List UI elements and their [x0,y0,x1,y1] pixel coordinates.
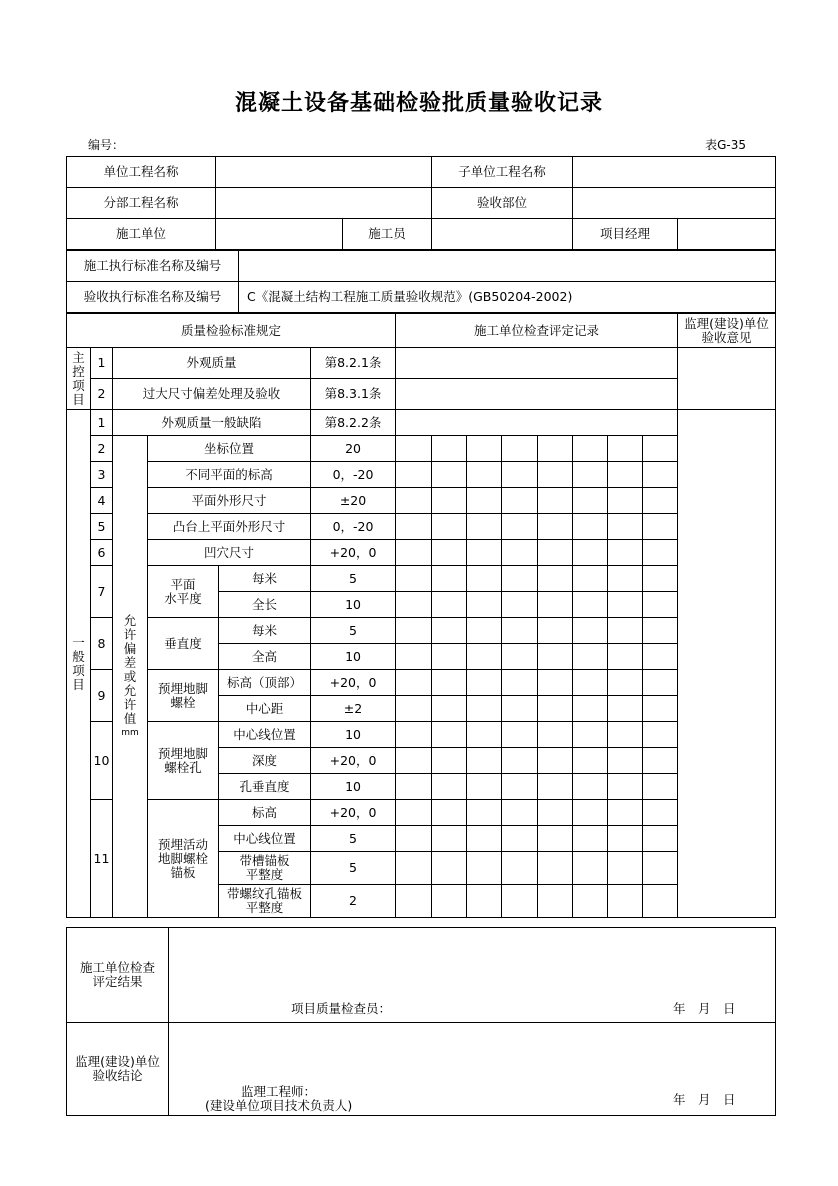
check-cell[interactable] [608,644,643,670]
item-number: 11 [91,800,113,918]
check-cell[interactable] [432,722,467,748]
check-cell[interactable] [467,852,502,885]
general-row [67,488,776,514]
check-cell[interactable] [538,514,573,540]
item-standard: 10 [311,644,396,670]
check-cell[interactable] [432,885,467,918]
general-row [67,462,776,488]
construction-result-label [67,928,169,1023]
check-cell[interactable] [502,722,538,748]
check-cell[interactable] [538,436,573,462]
check-cell[interactable] [573,436,608,462]
check-cell[interactable] [573,722,608,748]
check-cell[interactable] [643,514,678,540]
general-row [67,514,776,540]
item-name: 全长 [219,592,311,618]
check-cell[interactable] [396,722,432,748]
item-number: 7 [91,566,113,618]
check-cell[interactable] [608,852,643,885]
item-standard: +20，0 [311,540,396,566]
check-cell[interactable] [432,852,467,885]
check-cell[interactable] [608,436,643,462]
item-name: 深度 [219,748,311,774]
check-cell[interactable] [538,722,573,748]
item-name: 标高 [219,800,311,826]
check-cell[interactable] [396,592,432,618]
supervision-conclusion-text: 监理(建设)单位验收结论 [75,1054,160,1083]
check-cell[interactable] [467,488,502,514]
check-cell[interactable] [432,696,467,722]
item-group: 平面 水平度 [148,566,219,618]
exec-standard-field[interactable] [239,251,776,282]
item-group: 预埋活动 地脚螺栓 锚板 [148,800,219,918]
item-standard: 0，-20 [311,462,396,488]
check-cell[interactable] [538,566,573,592]
check-cell[interactable] [608,826,643,852]
check-cell[interactable] [502,514,538,540]
check-cell[interactable] [502,748,538,774]
check-cell[interactable] [396,488,432,514]
check-cell[interactable] [502,800,538,826]
record-cell[interactable] [396,348,678,379]
check-cell[interactable] [573,696,608,722]
check-cell[interactable] [608,800,643,826]
check-cell[interactable] [432,748,467,774]
record-cell[interactable] [396,379,678,410]
check-cell[interactable] [538,800,573,826]
item-name: 过大尺寸偏差处理及验收 [113,379,311,410]
unit-project-field[interactable] [216,157,432,188]
item-name: 带螺纹孔锚板 平整度 [219,885,311,918]
constructor-field[interactable] [432,219,573,250]
check-cell[interactable] [538,670,573,696]
check-cell[interactable] [643,592,678,618]
check-cell[interactable] [467,592,502,618]
check-cell[interactable] [432,644,467,670]
check-cell[interactable] [396,618,432,644]
check-cell[interactable] [608,748,643,774]
check-cell[interactable] [396,436,432,462]
check-cell[interactable] [573,618,608,644]
item-number: 1 [91,410,113,436]
item-number: 6 [91,540,113,566]
inspector-date: 年 月 日 [673,1001,736,1016]
general-row [67,410,776,436]
check-cell[interactable] [396,748,432,774]
check-cell[interactable] [432,462,467,488]
check-cell[interactable] [643,748,678,774]
deviation-label: 允许偏差或允许值 [123,612,137,726]
record-header: 施工单位检查评定记录 [396,314,678,348]
item-name: 每米 [219,566,311,592]
item-number: 2 [91,436,113,462]
page-title: 混凝土设备基础检验批质量验收记录 [234,91,603,116]
item-name: 凹穴尺寸 [148,540,311,566]
check-cell[interactable] [432,540,467,566]
check-cell[interactable] [396,826,432,852]
check-cell[interactable] [396,696,432,722]
item-number: 2 [91,379,113,410]
general-row [67,800,776,826]
check-cell[interactable] [538,774,573,800]
item-number: 9 [91,670,113,722]
check-cell[interactable] [573,774,608,800]
check-cell[interactable] [432,592,467,618]
check-cell[interactable] [467,885,502,918]
deviation-label-cell [113,436,148,918]
item-standard: 第8.2.1条 [311,348,396,379]
check-cell[interactable] [573,748,608,774]
check-cell[interactable] [608,722,643,748]
check-cell[interactable] [502,540,538,566]
check-cell[interactable] [573,852,608,885]
item-name: 坐标位置 [148,436,311,462]
item-group: 预埋地脚 螺栓 [148,670,219,722]
check-cell[interactable] [396,462,432,488]
item-name: 不同平面的标高 [148,462,311,488]
item-standard: 10 [311,592,396,618]
item-name: 孔垂直度 [219,774,311,800]
check-cell[interactable] [573,462,608,488]
check-cell[interactable] [608,774,643,800]
check-cell[interactable] [467,826,502,852]
item-name: 外观质量一般缺陷 [113,410,311,436]
check-cell[interactable] [502,852,538,885]
exec-standard-label: 施工执行标准名称及编号 [67,251,239,282]
supervision-opinion-cell[interactable] [678,410,776,918]
check-cell[interactable] [396,800,432,826]
check-cell[interactable] [538,852,573,885]
standard-header: 质量检验标准规定 [67,314,396,348]
record-cell[interactable] [396,410,678,436]
check-cell[interactable] [467,644,502,670]
item-name: 每米 [219,618,311,644]
item-number: 4 [91,488,113,514]
item-standard: 5 [311,826,396,852]
check-cell[interactable] [467,436,502,462]
item-standard: 第8.3.1条 [311,379,396,410]
acceptance-part-label: 验收部位 [432,188,573,219]
item-group: 预埋地脚 螺栓孔 [148,722,219,800]
sub-unit-project-label: 子单位工程名称 [432,157,573,188]
check-cell[interactable] [573,566,608,592]
check-cell[interactable] [573,800,608,826]
check-cell[interactable] [608,488,643,514]
check-cell[interactable] [467,618,502,644]
construction-result-text: 施工单位检查评定结果 [79,960,155,989]
check-cell[interactable] [643,670,678,696]
construction-unit-field[interactable] [216,219,343,250]
check-cell[interactable] [643,566,678,592]
check-cell[interactable] [643,696,678,722]
check-cell[interactable] [643,540,678,566]
accept-standard-label: 验收执行标准名称及编号 [67,282,239,313]
supervision-conclusion-label [67,1023,169,1116]
item-standard: 10 [311,774,396,800]
check-cell[interactable] [502,826,538,852]
check-cell[interactable] [643,722,678,748]
main-control-row [67,348,776,379]
project-info-table [66,156,776,250]
general-row [67,566,776,592]
check-cell[interactable] [432,800,467,826]
record-number-label: 编号： [88,138,125,152]
check-cell[interactable] [538,488,573,514]
check-cell[interactable] [502,885,538,918]
check-cell[interactable] [643,462,678,488]
item-name: 外观质量 [113,348,311,379]
check-cell[interactable] [396,514,432,540]
check-cell[interactable] [502,488,538,514]
check-cell[interactable] [538,540,573,566]
item-standard: 5 [311,618,396,644]
check-cell[interactable] [432,514,467,540]
check-cell[interactable] [432,618,467,644]
general-row [67,618,776,644]
item-number: 1 [91,348,113,379]
division-project-label: 分部工程名称 [67,188,216,219]
check-cell[interactable] [538,644,573,670]
item-number: 3 [91,462,113,488]
check-cell[interactable] [467,696,502,722]
main-control-label-cell [67,348,91,410]
item-standard: ±20 [311,488,396,514]
check-cell[interactable] [538,592,573,618]
check-cell[interactable] [432,488,467,514]
engineer-date: 年 月 日 [673,1092,736,1107]
check-cell[interactable] [573,670,608,696]
general-row [67,670,776,696]
check-cell[interactable] [538,618,573,644]
check-cell[interactable] [502,436,538,462]
check-cell[interactable] [608,618,643,644]
check-cell[interactable] [643,618,678,644]
check-cell[interactable] [643,826,678,852]
check-cell[interactable] [467,540,502,566]
check-cell[interactable] [608,670,643,696]
item-name: 凸台上平面外形尺寸 [148,514,311,540]
item-name: 带槽锚板 平整度 [219,852,311,885]
check-cell[interactable] [502,618,538,644]
item-name: 全高 [219,644,311,670]
check-cell[interactable] [538,885,573,918]
item-standard: 0，-20 [311,514,396,540]
construction-unit-label: 施工单位 [67,219,216,250]
check-cell[interactable] [396,670,432,696]
check-cell[interactable] [467,462,502,488]
check-cell[interactable] [643,774,678,800]
check-cell[interactable] [643,644,678,670]
general-row [67,722,776,748]
check-cell[interactable] [467,514,502,540]
check-cell[interactable] [502,592,538,618]
deviation-label-unit: mm [121,727,139,738]
check-cell[interactable] [396,644,432,670]
check-cell[interactable] [502,696,538,722]
check-cell[interactable] [573,644,608,670]
check-cell[interactable] [502,774,538,800]
check-cell[interactable] [467,566,502,592]
item-name: 标高（顶部） [219,670,311,696]
check-cell[interactable] [643,800,678,826]
check-cell[interactable] [432,566,467,592]
general-label-cell [67,410,91,918]
check-cell[interactable] [432,670,467,696]
item-standard: ±2 [311,696,396,722]
general-row [67,540,776,566]
check-cell[interactable] [608,462,643,488]
check-cell[interactable] [608,885,643,918]
inspection-table [66,313,776,918]
check-cell[interactable] [396,540,432,566]
check-cell[interactable] [502,670,538,696]
item-standard: +20，0 [311,670,396,696]
item-standard: 20 [311,436,396,462]
check-cell[interactable] [643,885,678,918]
check-cell[interactable] [396,852,432,885]
check-cell[interactable] [467,722,502,748]
engineer-note: (建设单位项目技术负责人) [205,1098,353,1113]
check-cell[interactable] [643,436,678,462]
check-cell[interactable] [467,774,502,800]
check-cell[interactable] [538,462,573,488]
check-cell[interactable] [608,566,643,592]
construction-result-field[interactable] [169,928,776,1023]
item-standard: 5 [311,566,396,592]
general-label: 一般项目 [72,634,85,692]
project-manager-label: 项目经理 [573,219,678,250]
check-cell[interactable] [573,592,608,618]
check-cell[interactable] [502,644,538,670]
check-cell[interactable] [573,514,608,540]
check-cell[interactable] [538,826,573,852]
item-standard: +20，0 [311,800,396,826]
check-cell[interactable] [573,540,608,566]
check-cell[interactable] [467,800,502,826]
item-standard: 2 [311,885,396,918]
conclusion-table [66,927,776,1116]
constructor-label: 施工员 [343,219,432,250]
supervision-opinion-cell[interactable] [678,348,776,410]
check-cell[interactable] [608,696,643,722]
check-cell[interactable] [643,488,678,514]
check-cell[interactable] [502,462,538,488]
standards-table [66,250,776,313]
accept-standard-field[interactable]: C《混凝土结构工程施工质量验收规范》(GB50204-2002) [239,282,776,313]
supervision-conclusion-field[interactable] [169,1023,776,1116]
item-standard: 第8.2.2条 [311,410,396,436]
check-cell[interactable] [396,566,432,592]
check-cell[interactable] [432,436,467,462]
acceptance-part-field[interactable] [573,188,776,219]
item-group: 垂直度 [148,618,219,670]
main-control-label: 主控项目 [72,349,85,407]
check-cell[interactable] [502,566,538,592]
main-control-row [67,379,776,410]
check-cell[interactable] [432,774,467,800]
item-name: 中心线位置 [219,722,311,748]
check-cell[interactable] [573,488,608,514]
check-cell[interactable] [538,748,573,774]
item-standard: 10 [311,722,396,748]
check-cell[interactable] [467,748,502,774]
check-cell[interactable] [396,885,432,918]
check-cell[interactable] [396,774,432,800]
check-cell[interactable] [573,826,608,852]
engineer-label: 监理工程师： [241,1084,317,1099]
form-number: 表G-35 [705,138,746,152]
general-row [67,436,776,462]
check-cell[interactable] [608,540,643,566]
inspector-label: 项目质量检查员： [291,1001,392,1016]
item-number: 8 [91,618,113,670]
item-name: 中心线位置 [219,826,311,852]
sub-unit-project-field[interactable] [573,157,776,188]
check-cell[interactable] [608,514,643,540]
check-cell[interactable] [643,852,678,885]
check-cell[interactable] [608,592,643,618]
check-cell[interactable] [573,885,608,918]
division-project-field[interactable] [216,188,432,219]
item-standard: +20，0 [311,748,396,774]
item-name: 平面外形尺寸 [148,488,311,514]
supervision-header: 监理(建设)单位验收意见 [678,314,776,348]
item-name: 中心距 [219,696,311,722]
item-number: 10 [91,722,113,800]
unit-project-label: 单位工程名称 [67,157,216,188]
item-standard: 5 [311,852,396,885]
project-manager-field[interactable] [678,219,776,250]
item-number: 5 [91,514,113,540]
check-cell[interactable] [538,696,573,722]
check-cell[interactable] [467,670,502,696]
check-cell[interactable] [432,826,467,852]
